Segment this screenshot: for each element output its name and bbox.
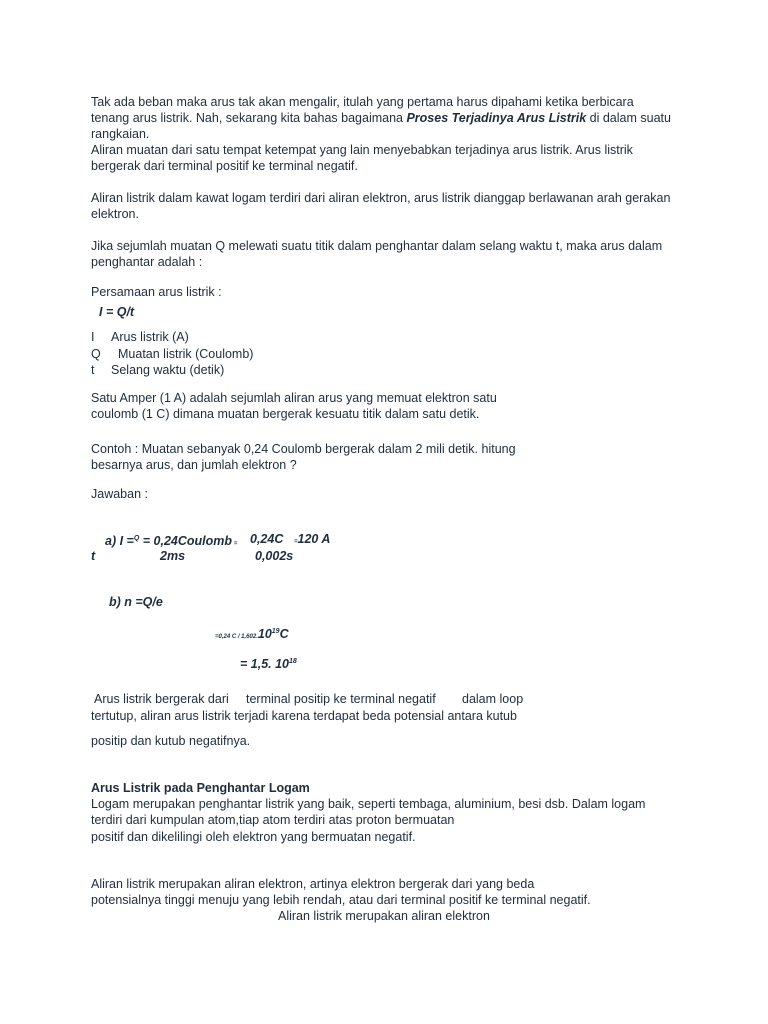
paragraph-3-line-1: Jika sejumlah muatan Q melewati suatu titik dalam penghantar dalam selang waktu t, maka arus dalam: [91, 239, 663, 253]
answer-b-line-2: [215, 624, 289, 645]
paragraph-4-line-2: coulomb (1 C) dimana muatan bergerak kesuatu titik dalam satu detik.: [91, 407, 480, 421]
paragraph-5-line-1b: terminal positip ke terminal negatif: [246, 692, 436, 706]
answer-a-denominator-2: 0,002s: [255, 549, 294, 563]
text-run: = 0,24Coulomb: [139, 534, 233, 549]
paragraph-2-line-2: elektron.: [91, 207, 139, 221]
paragraph-1-line-4: Aliran muatan dari satu tempat ketempat yang lain menyebabkan terjadinya arus listrik. Arus listrik: [91, 143, 633, 157]
text-run: tenang arus listrik. Nah, sekarang kita bahas bagaimana: [91, 111, 407, 125]
answer-a-result: [294, 531, 330, 550]
paragraph-2-line-1: Aliran listrik dalam kawat logam terdiri dari aliran elektron, arus listrik dianggap berlawanan arah gerakan: [91, 191, 671, 205]
emphasis-title: Proses Terjadinya Arus Listrik: [406, 111, 587, 125]
paragraph-6-line-2: potensialnya tinggi menuju yang lebih rendah, atau dari terminal positif ke terminal negatif.: [91, 893, 591, 907]
text-run: =0,24 C / 1,602.: [215, 634, 258, 641]
paragraph-5-line-3: positip dan kutub negatifnya.: [91, 734, 251, 748]
var-symbol: I: [91, 330, 95, 344]
example-line-1: Contoh : Muatan sebanyak 0,24 Coulomb bergerak dalam 2 mili detik. hitung: [91, 442, 516, 456]
paragraph-5-line-2: tertutup, aliran arus listrik terjadi karena terdapat beda potensial antara kutub: [91, 709, 517, 723]
paragraph-1-line-5: bergerak dari terminal positif ke terminal negatif.: [91, 159, 358, 173]
text-run: 120 A: [297, 532, 331, 546]
text-run: = 1,5. 10: [240, 657, 289, 672]
paragraph-4-line-1: Satu Amper (1 A) adalah sejumlah aliran arus yang memuat elektron satu: [91, 391, 497, 405]
paragraph-6-line-3: Aliran listrik merupakan aliran elektron: [278, 909, 490, 923]
var-description: Selang waktu (detik): [111, 363, 225, 377]
text-run: a) I =: [105, 534, 134, 549]
section-line-2: terdiri dari kumpulan atom,tiap atom terdiri atas proton bermuatan: [91, 813, 455, 827]
text-run: 10: [257, 627, 272, 642]
section-heading: Arus Listrik pada Penghantar Logam: [91, 781, 310, 795]
answer-a-t: t: [91, 549, 96, 563]
var-description: Muatan listrik (Coulomb): [118, 347, 254, 361]
example-line-2: besarnya arus, dan jumlah elektron ?: [91, 458, 297, 472]
small-equals: =: [294, 539, 298, 545]
var-description: Arus listrik (A): [111, 330, 189, 344]
section-line-3: positif dan dikelilingi oleh elektron yang bermuatan negatif.: [91, 830, 416, 844]
small-equals: =: [232, 541, 238, 548]
superscript: 19: [271, 628, 280, 635]
var-symbol: Q: [91, 347, 101, 361]
text-run: di dalam suatu: [586, 111, 671, 125]
paragraph-6-line-1: Aliran listrik merupakan aliran elektron, artinya elektron bergerak dari yang beda: [91, 877, 535, 891]
paragraph-1-line-1: Tak ada beban maka arus tak akan mengalir, itulah yang pertama harus dipahami ketika berbicara: [91, 95, 634, 109]
answer-a-value: 0,24C: [250, 532, 284, 546]
paragraph-1-line-3: rangkaian.: [91, 127, 150, 141]
equation-heading: Persamaan arus listrik :: [91, 285, 222, 299]
superscript: Q: [133, 535, 140, 542]
section-line-1: Logam merupakan penghantar listrik yang baik, seperti tembaga, aluminium, besi dsb. Dalam logam: [91, 797, 646, 811]
text-run: C: [279, 627, 289, 642]
answer-a-denominator-1: 2ms: [160, 549, 186, 563]
answer-b-line-3: [240, 654, 297, 672]
answer-label: Jawaban :: [91, 487, 148, 501]
paragraph-1-line-2: [91, 110, 671, 126]
paragraph-5-line-1a: Arus listrik bergerak dari: [94, 692, 229, 706]
paragraph-3-line-2: penghantar adalah :: [91, 255, 203, 269]
answer-b-line-1: b) n =Q/e: [109, 595, 163, 609]
superscript: 18: [289, 658, 297, 665]
paragraph-5-line-1c: dalam loop: [462, 692, 524, 706]
var-symbol: t: [91, 363, 95, 377]
equation-formula: I = Q/t: [99, 305, 135, 319]
